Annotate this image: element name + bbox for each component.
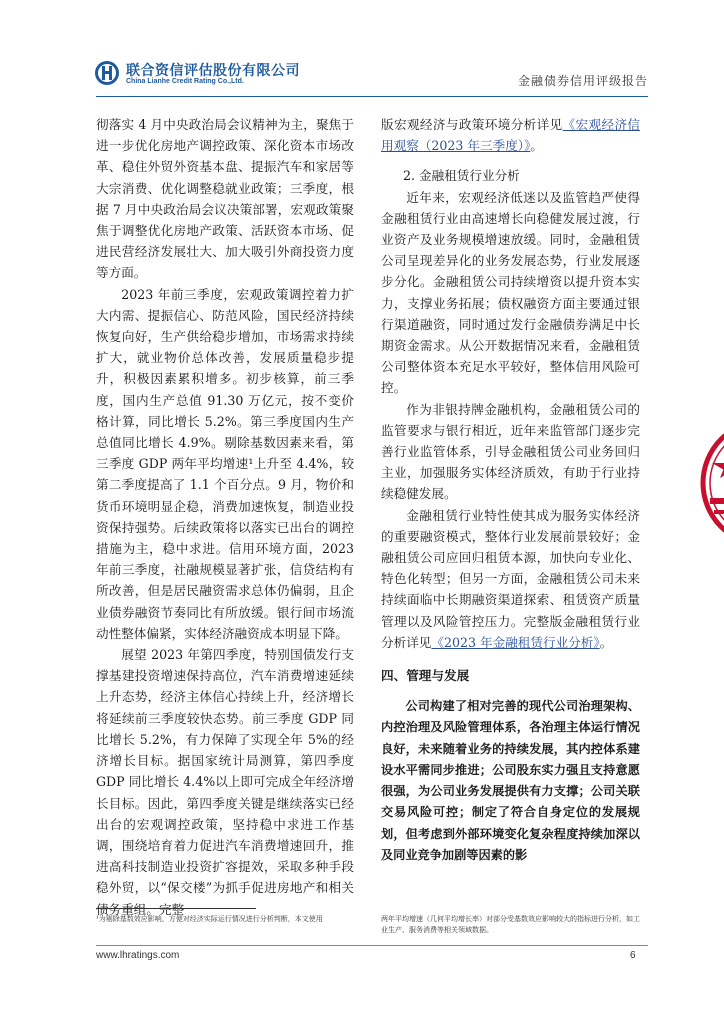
right-paragraph-5: 公司构建了相对完善的现代公司治理架构、内控治理及风险管理体系，各治理主体运行情况良好，未来随着业务的持续发展，其内控体系建设水平需同步推进；公司股东实力强且支持意愿很强，为公司业务发展提供有力支撑；公司关联交易风险可控；制定了符合自身定位的发展规划，但考虑到外部环境变化复杂程度持续加深以及同业竞争加剧等因素的影 <box>381 699 640 862</box>
right-paragraph-2: 近年来，宏观经济低迷以及监管趋严使得金融租赁行业由高速增长向稳健发展过渡，行业资产及业务规模增速放缓。同时，金融租赁公司呈现差异化的业务发展态势，行业发展逐步分化。金融租赁公司持续增资以提升资本实力，支撑业务拓展；债权融资方面主要通过银行渠道融资，同时通过发行金融债券满足中长期资金需求。从公开数据情况来看，金融租赁公司整体资本充足水平较好，整体信用风险可控。 <box>381 189 640 396</box>
leasing-report-link[interactable]: 《2023 年金融租赁行业分析》 <box>431 634 600 650</box>
macro-text-end: 。 <box>530 138 543 154</box>
right-paragraph-4 <box>381 505 640 653</box>
red-seal-stamp-icon <box>690 338 724 628</box>
company-name-cn: 联合资信评估股份有限公司 <box>126 63 300 79</box>
left-paragraph-3: 展望 2023 年第四季度，特别国债发行支撑基建投资增速保持高位，汽车消费增速延续上升态势，经济主体信心持续上升，经济增长将延续前三季度较快态势。前三季度 GDP 同比增长 5.2%，有力保障了实现全年 5%的经济增长目标。据国家统计局测算，第四季度 GDP 同比增长 4.4%以上即可完成全年经济增长目标。因此，第四季度关键是继续落实已经出台的宏观调控政策，坚持稳中求进工作基调，围绕培育着力促进汽车消费增速回升，推进高科技制造业投资扩容提效，采取多种手段稳外贸，以“保交楼”为抓手促进房地产和相关债务重组。完整 <box>96 647 354 917</box>
right-paragraph-1 <box>381 114 640 156</box>
leasing-text-end: 。 <box>599 634 613 650</box>
page-number: 6 <box>630 950 636 961</box>
leasing-text: 金融租赁行业特性使其成为服务实体经济的重要融资模式，整体行业发展前景较好；金融租赁公司应回归租赁本源，加快向专业化、特色化转型；但另一方面，金融租赁公司未来持续面临中长期融资渠道探索、租赁资产质量管理以及风险管控压力。完整版金融租赁行业分析详见 <box>381 507 640 650</box>
report-type: 金融债券信用评级报告 <box>517 74 648 88</box>
right-paragraph-3: 作为非银持牌金融机构，金融租赁公司的监管要求与银行相近，近年来监管部门逐步完善行业监管体系，引导金融租赁公司业务回归主业，加强服务实体经济质效，有助于行业持续稳健发展。 <box>381 401 640 502</box>
section-2-title: 2. 金融租赁行业分析 <box>403 168 520 184</box>
company-name-en: China Lianhe Credit Rating Co.,Ltd. <box>126 78 244 85</box>
section-4-heading: 四、管理与发展 <box>381 668 470 684</box>
footer-url[interactable]: www.lhratings.com <box>96 950 180 961</box>
header-divider <box>96 96 648 97</box>
lianhe-logo-icon <box>94 60 120 86</box>
footnote-divider <box>96 908 256 909</box>
right-column <box>381 114 640 866</box>
macro-text: 版宏观经济与政策环境分析详见 <box>381 117 563 132</box>
page-header <box>88 58 648 100</box>
footer-divider <box>96 945 648 946</box>
left-paragraph-2: 2023 年前三季度，宏观政策调控着力扩大内需、提振信心、防范风险，国民经济持续恢复向好，生产供给稳步增加，市场需求持续扩大，就业物价总体改善，发展质量稳步提升，积极因素累积增多。初步核算，前三季度，国内生产总值 91.30 万亿元，按不变价格计算，同比增长 5.2%。第三季度国内生产总值同比增长 4.9%。剔除基数因素来看，第三季度 GDP 两年平均增速¹上升至 4.4%，较第二季度提高了 1.1 个百分点。9 月，物价和货币环境明显企稳，消费加速恢复，制造业投资保持强势。后续政策将以落实已出台的调控措施为主，稳中求进。信用环境方面，2023 年前三季度，社融规模显著扩张，信贷结构有所改善，但是居民融资需求总体仍偏弱，且企业债券融资节奏同比有所放缓。银行间市场流动性整体偏紧，实体经济融资成本明显下降。 <box>96 286 354 641</box>
footnote-left: ¹为剔除基数效应影响，方便对经济实际运行情况进行分析判断，本文使用 <box>96 915 323 923</box>
macro-report-link[interactable]: 《宏观经济信用观察（2023 年三季度）》 <box>381 117 640 154</box>
left-column <box>96 114 354 920</box>
left-paragraph-1: 彻落实 4 月中央政治局会议精神为主，聚焦于进一步优化房地产调控政策、深化资本市场改革、稳住外贸外资基本盘、提振汽车和家居等大宗消费、优化调整稳就业政策；三季度，根据 7 月中央政治局会议决策部署，宏观政策聚焦于调整优化房地产政策、活跃资本市场、促进民营经济发展壮大、加大吸引外商投资力度等方面。 <box>96 117 354 281</box>
footnote-right: 两年平均增速（几何平均增长率）对部分受基数效应影响较大的指标进行分析，如工业生产、服务消费等相关领域数据。 <box>381 915 640 934</box>
